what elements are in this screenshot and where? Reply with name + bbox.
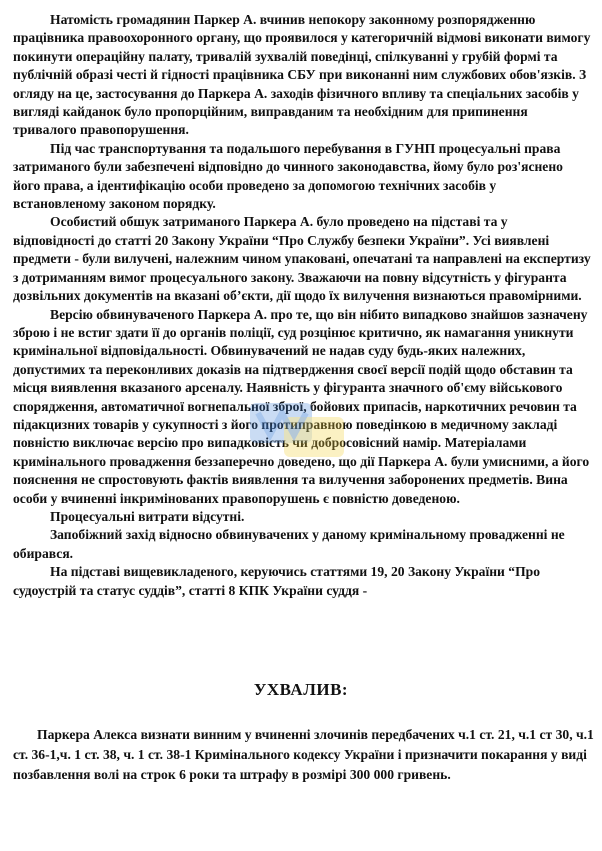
document-body [13, 11, 591, 600]
ruling-heading: УХВАЛИВ: [253, 680, 349, 699]
paragraph-costs: Процесуальні витрати відсутні. [50, 508, 245, 524]
paragraph-transport: Під час транспортування та подальшого перебування в ГУНП процесуальні права затриманого були забезпечені відповідно до чинного законодавства, йому було роз'яснено його права, а ідентифікацію особи проведено за допомогою технічних засобів у встановленому законом порядку. [13, 140, 563, 212]
ruling-text: Паркера Алекса визнати винним у вчиненні злочинів передбачених ч.1 ст. 21, ч.1 ст 30, ч.1 ст. 36-1,ч. 1 ст. 38, ч. 1 ст. 38-1 Кримінального кодексу України і призначити покарання у виді позбавлення волі на строк 6 роки та штрафу в розмірі 300 000 гривень. [13, 727, 594, 782]
paragraph-legal-basis: На підставі вищевикладеного, керуючись статтями 19, 20 Закону України “Про судоустрій та статус суддів”, статті 8 КПК України суддя - [13, 564, 541, 598]
paragraph-preventive-measure: Запобіжний захід відносно обвинувачених у даному кримінальному провадженні не обирався. [13, 527, 565, 561]
paragraph-defendant-version: Версію обвинуваченого Паркера А. про те, що він нібито випадково знайшов зазначену зброю і не встиг здати її до органів поліції, суд розцінює критично, як намагання уникнути кримінальної відповідальності. Обвинувачений не надав суду будь-яких належних, допустимих та переконливих доказів на підтвердження своєї версії подій щодо обставин та місця виявлення вказаного арсеналу. Наявність у фігуранта значного об'єму військового спорядження, автоматичної вогнепальної зброї, бойових припасів, наркотичних речовин та підакцизних товарів у сукупності з його протиправною поведінкою в медичному закладі повністю виключає версію про випадковість чи добросовісний намір. Матеріалами кримінального провадження беззаперечно доведено, що дії Паркера А. були умисними, а його пояснення не спростовують фактів виявлення та вилучення заборонених предметів. Вина особи у вчиненні інкримінованих правопорушень є повністю доведеною. [13, 306, 590, 506]
paragraph-resistance: Натомість громадянин Паркер А. вчинив непокору законному розпорядженню працівника правоохоронного органу, що проявилося у категоричній відмові виконати вимогу покинути операційну палату, тривалій зухвалій поведінці, спілкуванні у грубій формі та публічній образі честі й гідності працівника СБУ при виконанні ним службових обов'язків. З огляду на це, застосування до Паркера А. заходів фізичного впливу та спеціальних засобів у вигляді кайданок було пропорційним, виправданим та необхідним для припинення тривалого правопорушення. [13, 12, 591, 138]
paragraph-search: Особистий обшук затриманого Паркера А. було проведено на підставі та у відповідності до статті 20 Закону України “Про Службу безпеки України”. Усі виявлені предмети - були вилучені, належним чином упаковані, опечатані та направлені на експертизу з дотриманням вимог процесуального закону. Зважаючи на повну відсутність у фігуранта дозвільних документів на вказані об’єкти, дії щодо їх вилучення визнаються правомірними. [13, 214, 591, 304]
